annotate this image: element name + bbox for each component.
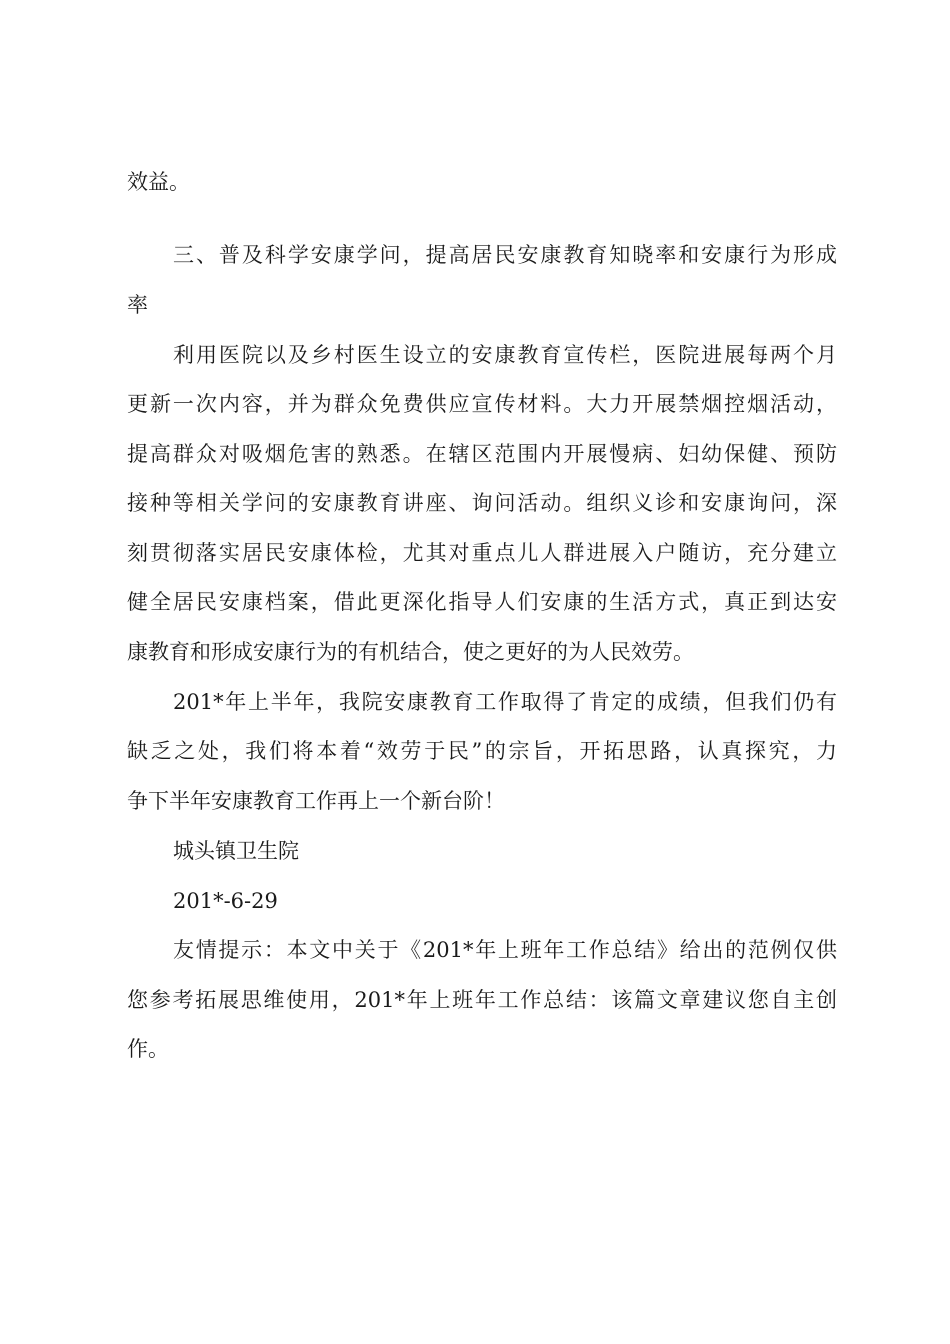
paragraph-2-line-3: 争下半年安康教育工作再上一个新台阶！ (127, 789, 505, 813)
paragraph-2-line-1: 201*年上半年，我院安康教育工作取得了肯定的成绩，但我们仍有 (173, 690, 837, 714)
note-line-2: 您参考拓展思维使用，201*年上班年工作总结：该篇文章建议您自主创 (127, 988, 837, 1012)
section-heading-line-2: 率 (127, 293, 148, 317)
paragraph-1-line-1: 利用医院以及乡村医生设立的安康教育宣传栏，医院进展每两个月 (173, 343, 837, 367)
paragraph-1-line-6: 健全居民安康档案，借此更深化指导人们安康的生活方式，真正到达安 (127, 590, 837, 614)
section-heading-line-1: 三、普及科学安康学问，提高居民安康教育知晓率和安康行为形成 (173, 243, 837, 267)
paragraph-1-line-4: 接种等相关学问的安康教育讲座、询问活动。组织义诊和安康询问，深 (127, 491, 837, 515)
signature-organization: 城头镇卫生院 (173, 839, 299, 863)
paragraph-1-line-5: 刻贯彻落实居民安康体检，尤其对重点儿人群进展入户随访，充分建立 (127, 541, 837, 565)
note-line-1: 友情提示：本文中关于《201*年上班年工作总结》给出的范例仅供 (173, 938, 837, 962)
paragraph-fragment-end: 效益。 (127, 170, 190, 194)
paragraph-1-line-3: 提高群众对吸烟危害的熟悉。在辖区范围内开展慢病、妇幼保健、预防 (127, 442, 837, 466)
paragraph-1-line-2: 更新一次内容，并为群众免费供应宣传材料。大力开展禁烟控烟活动， (127, 392, 837, 416)
paragraph-2-line-2: 缺乏之处，我们将本着“效劳于民”的宗旨，开拓思路，认真探究，力 (127, 739, 837, 763)
note-line-3: 作。 (127, 1037, 169, 1061)
signature-date: 201*-6-29 (173, 889, 278, 913)
paragraph-1-line-7: 康教育和形成安康行为的有机结合，使之更好的为人民效劳。 (127, 640, 694, 664)
